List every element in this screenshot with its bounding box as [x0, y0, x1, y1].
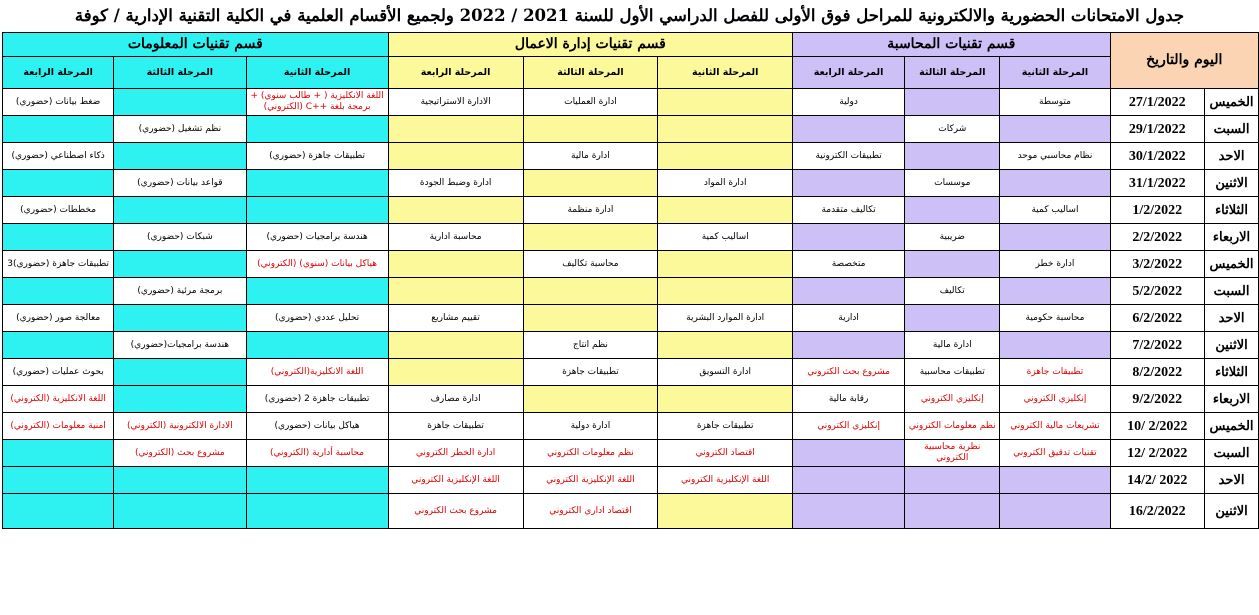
- exam-cell: اساليب كمية: [658, 224, 793, 251]
- exam-cell: [246, 467, 388, 494]
- exam-cell: رقابة مالية: [793, 386, 905, 413]
- exam-cell: [114, 305, 246, 332]
- exam-cell: [793, 440, 905, 467]
- day-cell: الثلاثاء: [1205, 197, 1259, 224]
- exam-cell: [793, 278, 905, 305]
- date-cell: 29/1/2022: [1110, 116, 1205, 143]
- table-row: [3, 413, 1259, 440]
- exam-cell: [246, 278, 388, 305]
- exam-cell: نظرية محاسبية الكتروني: [905, 440, 1000, 467]
- exam-cell: مشروع بحث الكتروني: [388, 494, 523, 529]
- date-cell: 10/ 2/2022: [1110, 413, 1205, 440]
- exam-cell: [658, 494, 793, 529]
- exam-cell: [658, 89, 793, 116]
- exam-cell: ادارة الخطر الكتروني: [388, 440, 523, 467]
- exam-cell: تحليل عددي (حضوري): [246, 305, 388, 332]
- exam-cell: اقتصاد الكتروني: [658, 440, 793, 467]
- day-cell: الخميس: [1205, 251, 1259, 278]
- exam-cell: [905, 467, 1000, 494]
- exam-cell: [658, 143, 793, 170]
- exam-cell: [523, 170, 658, 197]
- stage-header: المرحلة الثانية: [246, 57, 388, 89]
- exam-cell: مخططات (حضوري): [3, 197, 114, 224]
- day-cell: السبت: [1205, 440, 1259, 467]
- exam-cell: [388, 332, 523, 359]
- exam-cell: ادارة الموارد البشرية: [658, 305, 793, 332]
- exam-cell: اللغة الإنكليزية الكتروني: [658, 467, 793, 494]
- table-row: [3, 143, 1259, 170]
- exam-cell: هندسة برامجيات(حضوري): [114, 332, 246, 359]
- exam-cell: [3, 116, 114, 143]
- exam-cell: هياكل بيانات (حضوري): [246, 413, 388, 440]
- exam-cell: [1000, 467, 1110, 494]
- exam-cell: [905, 143, 1000, 170]
- exam-cell: اللغة الانكليزية (الكتروني): [3, 386, 114, 413]
- page-title: جدول الامتحانات الحضورية والالكترونية للمراحل فوق الأولى للفصل الدراسي الأول للسنة 2021 / 2022 ولجميع الأقسام العلمية في الكلية التقنية الإدارية / كوفة: [74, 6, 1185, 25]
- exam-cell: نظام محاسبي موحد: [1000, 143, 1110, 170]
- date-cell: 5/2/2022: [1110, 278, 1205, 305]
- exam-cell: [114, 467, 246, 494]
- stage-header: المرحلة الرابعة: [3, 57, 114, 89]
- exam-cell: اللغة الانكليزية ( + طالب سنوي) + برمجة بلغة ++C (الكتروني): [246, 89, 388, 116]
- exam-cell: [523, 386, 658, 413]
- table-row: [3, 332, 1259, 359]
- exam-cell: [388, 359, 523, 386]
- table-row: [3, 359, 1259, 386]
- exam-cell: ادارة التسويق: [658, 359, 793, 386]
- exam-cell: نظم تشغيل (حضوري): [114, 116, 246, 143]
- day-cell: الاربعاء: [1205, 386, 1259, 413]
- exam-cell: [1000, 170, 1110, 197]
- exam-cell: نظم انتاج: [523, 332, 658, 359]
- exam-cell: اقتصاد اداري الكتروني: [523, 494, 658, 529]
- date-cell: 3/2/2022: [1110, 251, 1205, 278]
- exam-cell: اللغة الإنكليزية الكتروني: [388, 467, 523, 494]
- day-cell: الاثنين: [1205, 170, 1259, 197]
- table-row: [3, 251, 1259, 278]
- exam-cell: ادارة المواد: [658, 170, 793, 197]
- exam-cell: [114, 89, 246, 116]
- table-row: [3, 197, 1259, 224]
- exam-cell: محاسبة حكومية: [1000, 305, 1110, 332]
- exam-cell: [523, 305, 658, 332]
- exam-cell: [1000, 224, 1110, 251]
- exam-cell: [1000, 278, 1110, 305]
- day-cell: الاحد: [1205, 467, 1259, 494]
- table-row: [3, 116, 1259, 143]
- exam-cell: [114, 143, 246, 170]
- exam-cell: ادارة مالية: [905, 332, 1000, 359]
- table-row: [3, 440, 1259, 467]
- exam-cell: [905, 89, 1000, 116]
- exam-cell: إنكليزي الكتروني: [1000, 386, 1110, 413]
- exam-cell: [793, 467, 905, 494]
- exam-cell: تطبيقات جاهزة 2 (حضوري): [246, 386, 388, 413]
- exam-cell: هياكل بيانات (سنوي) (الكتروني): [246, 251, 388, 278]
- exam-cell: [246, 116, 388, 143]
- exam-cell: [793, 332, 905, 359]
- exam-cell: [658, 386, 793, 413]
- exam-cell: تطبيقات جاهزة: [523, 359, 658, 386]
- date-cell: 31/1/2022: [1110, 170, 1205, 197]
- exam-cell: محاسبة أدارية (الكتروني): [246, 440, 388, 467]
- exam-cell: [246, 197, 388, 224]
- date-cell: 6/2/2022: [1110, 305, 1205, 332]
- exam-cell: دولية: [793, 89, 905, 116]
- dept-header-information: قسم تقنيات المعلومات: [3, 33, 389, 57]
- day-cell: الاحد: [1205, 143, 1259, 170]
- date-cell: 30/1/2022: [1110, 143, 1205, 170]
- dept-header-accounting: قسم تقنيات المحاسبة: [793, 33, 1110, 57]
- exam-cell: نظم معلومات الكتروني: [905, 413, 1000, 440]
- exam-cell: [793, 170, 905, 197]
- exam-cell: [388, 143, 523, 170]
- exam-cell: [3, 170, 114, 197]
- exam-cell: [523, 224, 658, 251]
- exam-cell: [658, 251, 793, 278]
- dept-header-business: قسم تقنيات إدارة الاعمال: [388, 33, 792, 57]
- stage-header: المرحلة الثالثة: [114, 57, 246, 89]
- date-cell: 2/2/2022: [1110, 224, 1205, 251]
- exam-cell: [1000, 494, 1110, 529]
- date-cell: 9/2/2022: [1110, 386, 1205, 413]
- exam-cell: اساليب كمية: [1000, 197, 1110, 224]
- exam-cell: [905, 251, 1000, 278]
- table-row: [3, 386, 1259, 413]
- day-cell: الاربعاء: [1205, 224, 1259, 251]
- exam-cell: [3, 494, 114, 529]
- exam-cell: [793, 116, 905, 143]
- day-cell: الاثنين: [1205, 494, 1259, 529]
- stage-header: المرحلة الثانية: [1000, 57, 1110, 89]
- exam-cell: ذكاء اصطناعي (حضوري): [3, 143, 114, 170]
- stage-header: المرحلة الثانية: [658, 57, 793, 89]
- exam-cell: متخصصة: [793, 251, 905, 278]
- exam-cell: ادارة منظمة: [523, 197, 658, 224]
- table-row: [3, 278, 1259, 305]
- exam-cell: شركات: [905, 116, 1000, 143]
- exam-cell: الادارة الاستراتيجية: [388, 89, 523, 116]
- date-cell: 27/1/2022: [1110, 89, 1205, 116]
- exam-cell: [793, 224, 905, 251]
- exam-cell: [3, 440, 114, 467]
- day-cell: الخميس: [1205, 89, 1259, 116]
- table-row: [3, 494, 1259, 529]
- exam-cell: الادارة الالكترونية (الكتروني): [114, 413, 246, 440]
- exam-cell: ادارية: [793, 305, 905, 332]
- exam-cell: تطبيقات جاهزة (حضوري): [246, 143, 388, 170]
- exam-cell: تطبيقات جاهزة: [1000, 359, 1110, 386]
- exam-cell: [3, 224, 114, 251]
- exam-cell: [658, 116, 793, 143]
- exam-cell: إنكليزي الكتروني: [905, 386, 1000, 413]
- exam-cell: تكاليف: [905, 278, 1000, 305]
- exam-cell: تطبيقات جاهزة: [658, 413, 793, 440]
- exam-cell: [658, 197, 793, 224]
- exam-cell: [1000, 332, 1110, 359]
- date-cell: 14/2/ 2022: [1110, 467, 1205, 494]
- exam-cell: [114, 386, 246, 413]
- day-cell: السبت: [1205, 116, 1259, 143]
- exam-cell: ادارة العمليات: [523, 89, 658, 116]
- date-cell: 7/2/2022: [1110, 332, 1205, 359]
- day-cell: الاحد: [1205, 305, 1259, 332]
- stage-header: المرحلة الثالثة: [905, 57, 1000, 89]
- exam-cell: [388, 251, 523, 278]
- exam-cell: قواعد بيانات (حضوري): [114, 170, 246, 197]
- exam-cell: [114, 197, 246, 224]
- exam-cell: تطبيقات محاسبية: [905, 359, 1000, 386]
- exam-cell: بحوث عمليات (حضوري): [3, 359, 114, 386]
- exam-cell: مشروع بحث (الكتروني): [114, 440, 246, 467]
- stage-header: المرحلة الثالثة: [523, 57, 658, 89]
- exam-cell: ادارة وضبط الجودة: [388, 170, 523, 197]
- day-cell: الثلاثاء: [1205, 359, 1259, 386]
- exam-cell: [388, 278, 523, 305]
- exam-cell: تطبيقات جاهزة (حضوري)3: [3, 251, 114, 278]
- exam-cell: [3, 278, 114, 305]
- exam-cell: محاسبة ادارية: [388, 224, 523, 251]
- exam-cell: [3, 332, 114, 359]
- exam-cell: [523, 116, 658, 143]
- exam-cell: تقنيات تدقيق الكتروني: [1000, 440, 1110, 467]
- exam-cell: ادارة خطر: [1000, 251, 1110, 278]
- exam-cell: [246, 170, 388, 197]
- exam-cell: [1000, 116, 1110, 143]
- exam-cell: ادارة مالية: [523, 143, 658, 170]
- exam-cell: [658, 278, 793, 305]
- exam-cell: موسسات: [905, 170, 1000, 197]
- exam-cell: [905, 494, 1000, 529]
- exam-cell: [246, 494, 388, 529]
- exam-cell: [3, 467, 114, 494]
- exam-cell: [523, 278, 658, 305]
- exam-cell: إنكليزي الكتروني: [793, 413, 905, 440]
- exam-cell: برمجة مرئية (حضوري): [114, 278, 246, 305]
- exam-schedule-table: [2, 32, 1259, 529]
- day-cell: الاثنين: [1205, 332, 1259, 359]
- exam-cell: تطبيقات جاهزة: [388, 413, 523, 440]
- exam-cell: [114, 359, 246, 386]
- exam-cell: هندسة برامجيات (حضوري): [246, 224, 388, 251]
- exam-cell: اللغة الإنكليزية الكتروني: [523, 467, 658, 494]
- exam-cell: تكاليف متقدمة: [793, 197, 905, 224]
- exam-cell: تطبيقات الكترونية: [793, 143, 905, 170]
- date-cell: 8/2/2022: [1110, 359, 1205, 386]
- day-cell: السبت: [1205, 278, 1259, 305]
- exam-cell: تشريعات مالية الكتروني: [1000, 413, 1110, 440]
- date-cell: 1/2/2022: [1110, 197, 1205, 224]
- table-row: [3, 224, 1259, 251]
- exam-cell: [388, 116, 523, 143]
- exam-cell: مشروع بحث الكتروني: [793, 359, 905, 386]
- day-cell: الخميس: [1205, 413, 1259, 440]
- stage-header: المرحلة الرابعة: [793, 57, 905, 89]
- day-date-header: اليوم والتاريخ: [1110, 33, 1258, 89]
- exam-cell: [905, 305, 1000, 332]
- exam-cell: [114, 494, 246, 529]
- exam-cell: [793, 494, 905, 529]
- table-row: [3, 305, 1259, 332]
- exam-cell: ضريبية: [905, 224, 1000, 251]
- stage-header: المرحلة الرابعة: [388, 57, 523, 89]
- exam-cell: نظم معلومات الكتروني: [523, 440, 658, 467]
- exam-cell: محاسبة تكاليف: [523, 251, 658, 278]
- exam-cell: ادارة مصارف: [388, 386, 523, 413]
- exam-cell: شبكات (حضوري): [114, 224, 246, 251]
- exam-cell: [388, 197, 523, 224]
- date-cell: 12/ 2/2022: [1110, 440, 1205, 467]
- exam-cell: ضغط بيانات (حضوري): [3, 89, 114, 116]
- date-cell: 16/2/2022: [1110, 494, 1205, 529]
- exam-cell: متوسطة: [1000, 89, 1110, 116]
- table-row: [3, 467, 1259, 494]
- exam-cell: معالجة صور (حضوري): [3, 305, 114, 332]
- table-row: [3, 170, 1259, 197]
- exam-cell: [246, 332, 388, 359]
- exam-cell: [658, 332, 793, 359]
- exam-cell: اللغة الانكليزية(الكتروني): [246, 359, 388, 386]
- exam-cell: ادارة دولية: [523, 413, 658, 440]
- exam-cell: تقييم مشاريع: [388, 305, 523, 332]
- exam-cell: امنية معلومات (الكتروني): [3, 413, 114, 440]
- exam-cell: [114, 251, 246, 278]
- exam-cell: [905, 197, 1000, 224]
- table-row: [3, 89, 1259, 116]
